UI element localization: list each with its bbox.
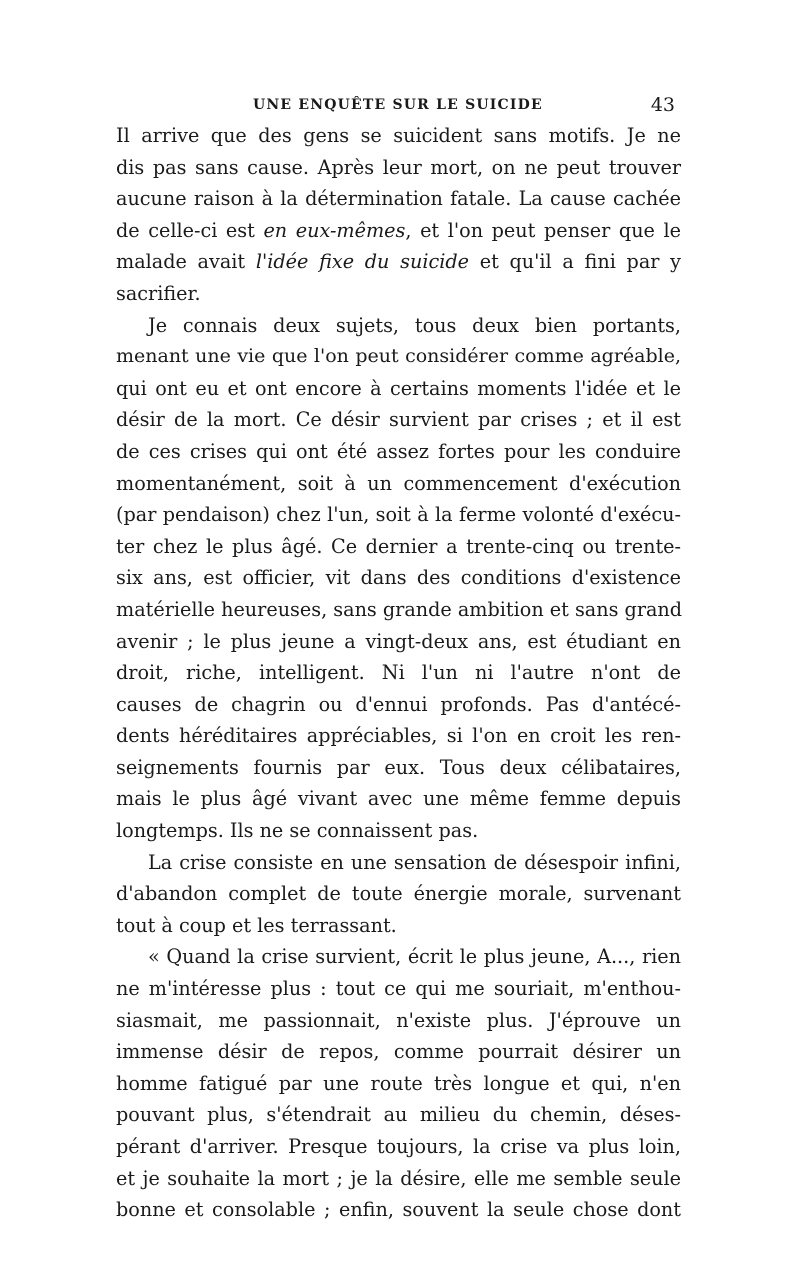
text-line: matérielle heureuses, sans grande ambition et sans grand: [116, 597, 683, 621]
text-line: qui ont eu et ont encore à certains moments l'idée et le: [116, 376, 681, 400]
text-line: et je souhaite la mort ; je la désire, elle me semble seule: [116, 1166, 681, 1190]
text-line: mais le plus âgé vivant avec une même femme depuis: [116, 787, 681, 811]
page-number: 43: [650, 94, 675, 116]
running-title: UNE ENQUÊTE SUR LE SUICIDE: [253, 97, 543, 113]
text-line: causes de chagrin ou d'ennui profonds. Pas d'antécé-: [116, 692, 681, 716]
text-line: immense désir de repos, comme pourrait désirer un: [116, 1040, 681, 1064]
text-line: Il arrive que des gens se suicident sans motifs. Je ne: [116, 124, 681, 147]
text-line: seignements fournis par eux. Tous deux célibataires,: [116, 755, 681, 779]
body-text: [116, 120, 681, 1226]
text-line: de ces crises qui ont été assez fortes pour les conduire: [116, 439, 681, 463]
text-line: sacrifier.: [116, 281, 201, 305]
text-line: « Quand la crise survient, écrit le plus jeune, A..., rien: [148, 945, 681, 969]
text-line: longtemps. Ils ne se connaissent pas.: [116, 819, 479, 843]
text-line: avenir ; le plus jeune a vingt-deux ans, est étudiant en: [116, 629, 681, 653]
text-line: dents héréditaires appréciables, si l'on en croit les ren-: [116, 724, 681, 748]
text-line: ne m'intéresse plus : tout ce qui me souriait, m'enthou-: [116, 977, 681, 1001]
text-line: dis pas sans cause. Après leur mort, on ne peut trouver: [116, 155, 681, 179]
text-line: bonne et consolable ; enfin, souvent la seule chose dont: [116, 1198, 681, 1222]
text-line: menant une vie que l'on peut considérer comme agréable,: [116, 345, 681, 368]
text-line: tout à coup et les terrassant.: [116, 913, 397, 937]
running-head: [145, 92, 675, 118]
italic-phrase: l'idée fixe du suicide: [255, 250, 469, 274]
text-line: désir de la mort. Ce désir survient par crises ; et il est: [116, 408, 681, 432]
text-line: momentanément, soit à un commencement d'exécution: [116, 471, 681, 495]
text-line: d'abandon complet de toute énergie morale, survenant: [116, 882, 681, 906]
text-line: aucune raison à la détermination fatale. La cause cachée: [116, 187, 681, 211]
text-line: six ans, est officier, vit dans des conditions d'existence: [116, 566, 681, 590]
text-line: ter chez le plus âgé. Ce dernier a trente-cinq ou trente-: [116, 534, 681, 558]
text-line: malade avait l'idée fixe du suicide et qu'il a fini par y: [116, 250, 681, 274]
text-line: pouvant plus, s'étendrait au milieu du chemin, déses-: [116, 1103, 681, 1127]
text-line: siasmait, me passionnait, n'existe plus. J'éprouve un: [116, 1008, 681, 1032]
text-line: (par pendaison) chez l'un, soit à la ferme volonté d'exécu-: [116, 503, 681, 527]
text-line: homme fatigué par une route très longue et qui, n'en: [116, 1071, 681, 1095]
text-line: Je connais deux sujets, tous deux bien portants,: [148, 313, 681, 337]
text-line: droit, riche, intelligent. Ni l'un ni l'autre n'ont de: [116, 661, 681, 685]
italic-phrase: en eux-mêmes: [263, 218, 406, 242]
text-line: La crise consiste en une sensation de désespoir infini,: [148, 850, 681, 874]
text-line: pérant d'arriver. Presque toujours, la crise va plus loin,: [116, 1135, 681, 1158]
text-line: de celle-ci est en eux-mêmes, et l'on peut penser que le: [116, 218, 681, 242]
